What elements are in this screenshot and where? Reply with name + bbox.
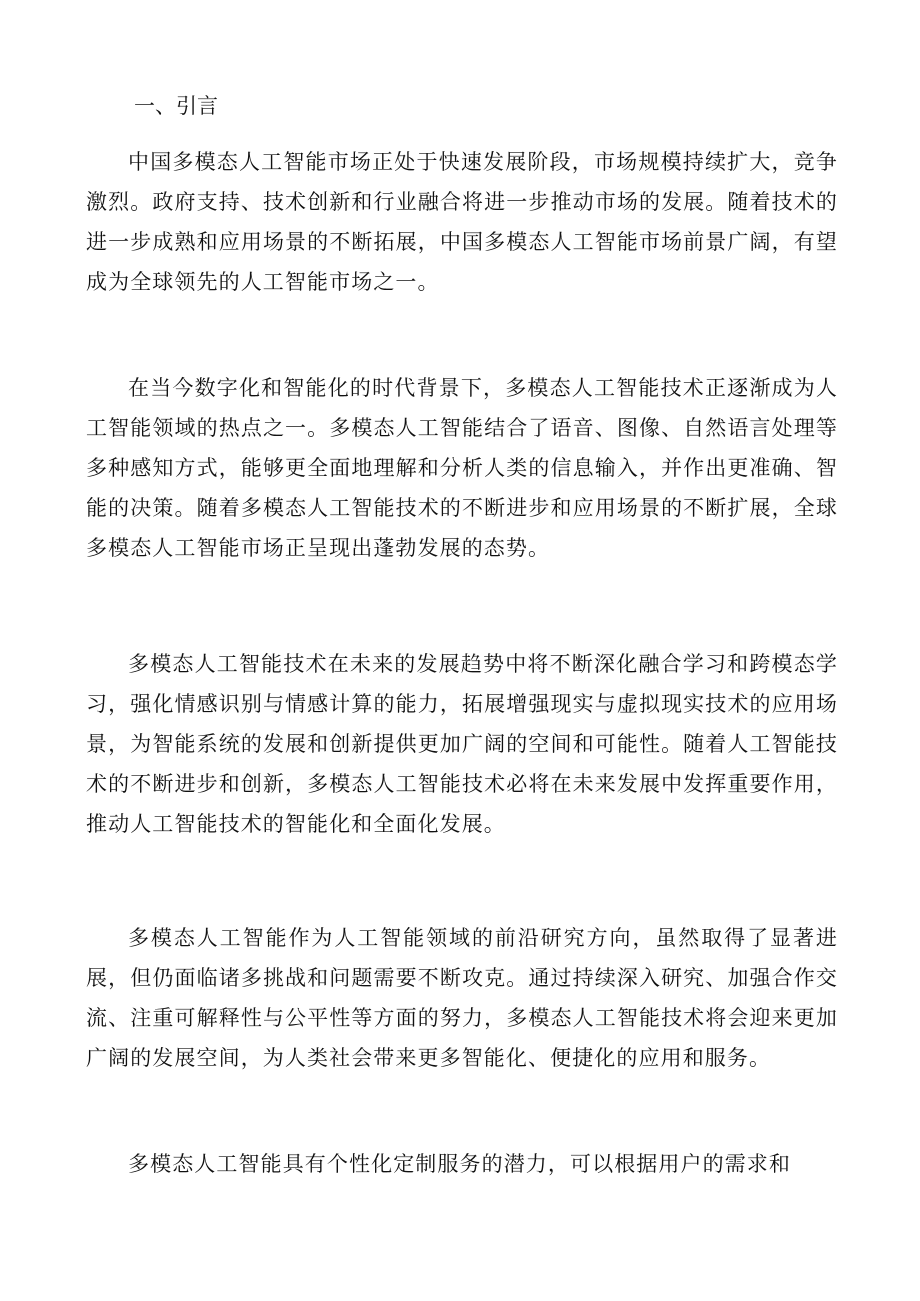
paragraph-1: 中国多模态人工智能市场正处于快速发展阶段，市场规模持续扩大，竞争激烈。政府支持、技术创新和行业融合将进一步推动市场的发展。随着技术的进一步成熟和应用场景的不断拓展，中国多模态人工智能市场前景广阔，有望成为全球领先的人工智能市场之一。: [86, 150, 838, 294]
paragraph-5: 多模态人工智能具有个性化定制服务的潜力，可以根据用户的需求和: [128, 1152, 791, 1176]
paragraph-2: 在当今数字化和智能化的时代背景下，多模态人工智能技术正逐渐成为人工智能领域的热点之一。多模态人工智能结合了语音、图像、自然语言处理等多种感知方式，能够更全面地理解和分析人类的信息输入，并作出更准确、智能的决策。随着多模态人工智能技术的不断进步和应用场景的不断扩展，全球多模态人工智能市场正呈现出蓬勃发展的态势。: [86, 376, 838, 560]
section-heading: 一、引言: [134, 94, 218, 118]
paragraph-4: 多模态人工智能作为人工智能领域的前沿研究方向，虽然取得了显著进展，但仍面临诸多挑战和问题需要不断攻克。通过持续深入研究、加强合作交流、注重可解释性与公平性等方面的努力，多模态人工智能技术将会迎来更加广阔的发展空间，为人类社会带来更多智能化、便捷化的应用和服务。: [86, 926, 838, 1070]
paragraph-3: 多模态人工智能技术在未来的发展趋势中将不断深化融合学习和跨模态学习，强化情感识别与情感计算的能力，拓展增强现实与虚拟现实技术的应用场景，为智能系统的发展和创新提供更加广阔的空间和可能性。随着人工智能技术的不断进步和创新，多模态人工智能技术必将在未来发展中发挥重要作用，推动人工智能技术的智能化和全面化发展。: [86, 652, 838, 836]
